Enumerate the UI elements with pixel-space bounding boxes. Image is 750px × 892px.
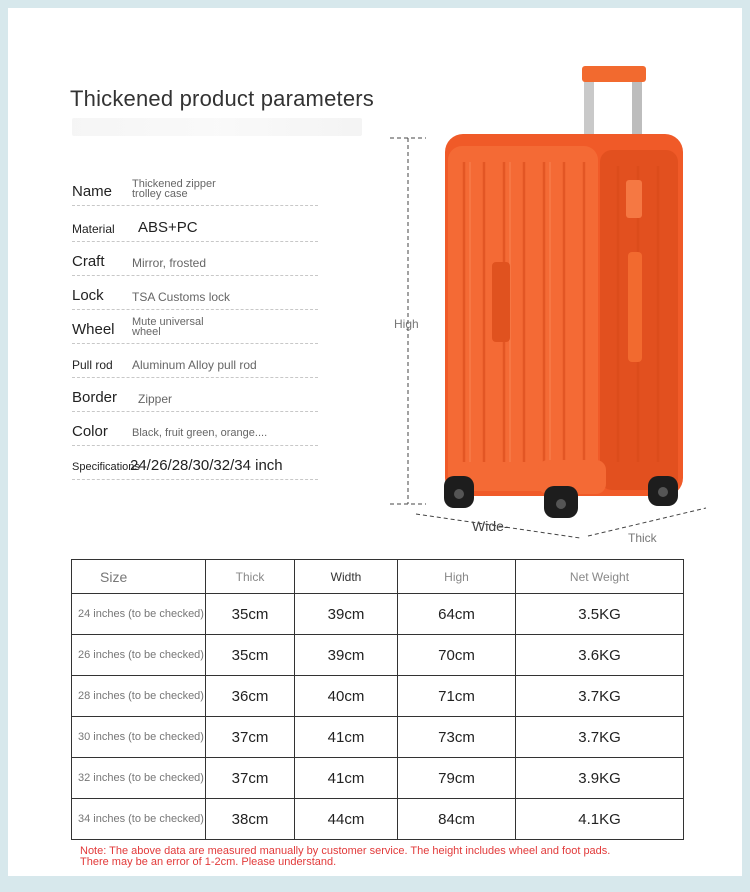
dimension-wide-label: Wide- (472, 518, 509, 534)
footnote-line-1: Note: The above data are measured manually by customer service. The height includes wheel and foot pads. (80, 845, 611, 857)
param-row-specifications (72, 446, 318, 480)
param-row-border (72, 378, 318, 412)
param-value: Thickened zipper trolley case (132, 178, 216, 200)
param-value: Black, fruit green, orange.... (132, 427, 268, 439)
weight-cell: 3.5KG (516, 594, 684, 635)
dimension-thick-label: Thick (628, 531, 657, 545)
param-row-color (72, 412, 318, 446)
width-cell: 41cm (295, 717, 398, 758)
column-header-net-weight: Net Weight (516, 560, 684, 594)
weight-cell: 3.7KG (516, 717, 684, 758)
column-header-high: High (398, 560, 516, 594)
param-key: Lock (72, 287, 104, 304)
table-row (72, 594, 684, 635)
dimension-lines (388, 130, 728, 540)
size-cell: 34 inches (to be checked) (72, 799, 206, 840)
param-key: Wheel (72, 321, 115, 338)
column-header-width: Width (295, 560, 398, 594)
weight-cell: 3.7KG (516, 676, 684, 717)
size-cell: 28 inches (to be checked) (72, 676, 206, 717)
footnote-line-2: There may be an error of 1-2cm. Please understand. (80, 856, 337, 868)
param-key: Specifications (72, 461, 140, 473)
high-cell: 79cm (398, 758, 516, 799)
thick-cell: 37cm (206, 717, 295, 758)
size-cell: 24 inches (to be checked) (72, 594, 206, 635)
page-title: Thickened product parameters (70, 86, 374, 111)
footnote (80, 846, 610, 868)
column-header-thick: Thick (206, 560, 295, 594)
param-row-pull-rod (72, 344, 318, 378)
param-key: Name (72, 183, 113, 200)
param-row-name (72, 172, 318, 206)
weight-cell: 3.6KG (516, 635, 684, 676)
high-cell: 71cm (398, 676, 516, 717)
param-key: Color (72, 423, 108, 440)
weight-cell: 3.9KG (516, 758, 684, 799)
thick-cell: 35cm (206, 635, 295, 676)
table-row (72, 635, 684, 676)
column-header-size: Size (72, 560, 206, 594)
width-cell: 44cm (295, 799, 398, 840)
param-key: Pull rod (72, 358, 113, 372)
table-row (72, 676, 684, 717)
param-value: Mirror, frosted (132, 256, 207, 270)
table-row (72, 799, 684, 840)
faded-subtitle-bar (72, 118, 362, 136)
param-value: 24/26/28/30/32/34 inch (130, 457, 283, 474)
param-value: Zipper (138, 392, 173, 406)
param-row-lock (72, 276, 318, 310)
param-key: Border (72, 389, 118, 406)
param-value: Aluminum Alloy pull rod (132, 358, 257, 372)
dimension-high-label: High (394, 317, 419, 331)
thick-cell: 35cm (206, 594, 295, 635)
param-value: ABS+PC (138, 219, 198, 236)
param-key: Material (72, 222, 115, 236)
high-cell: 70cm (398, 635, 516, 676)
width-cell: 39cm (295, 594, 398, 635)
size-cell: 30 inches (to be checked) (72, 717, 206, 758)
high-cell: 84cm (398, 799, 516, 840)
size-cell: 26 inches (to be checked) (72, 635, 206, 676)
high-cell: 64cm (398, 594, 516, 635)
param-row-craft (72, 242, 318, 276)
table-row (72, 758, 684, 799)
high-cell: 73cm (398, 717, 516, 758)
width-cell: 39cm (295, 635, 398, 676)
thick-cell: 38cm (206, 799, 295, 840)
thick-cell: 36cm (206, 676, 295, 717)
width-cell: 41cm (295, 758, 398, 799)
thick-cell: 37cm (206, 758, 295, 799)
param-key: Craft (72, 253, 105, 270)
param-value: Mute universal wheel (132, 316, 204, 338)
param-row-material (72, 208, 318, 242)
size-table (71, 559, 684, 840)
table-header-row (72, 560, 684, 594)
param-row-wheel (72, 310, 318, 344)
weight-cell: 4.1KG (516, 799, 684, 840)
table-row (72, 717, 684, 758)
width-cell: 40cm (295, 676, 398, 717)
size-cell: 32 inches (to be checked) (72, 758, 206, 799)
param-value: TSA Customs lock (132, 290, 231, 304)
